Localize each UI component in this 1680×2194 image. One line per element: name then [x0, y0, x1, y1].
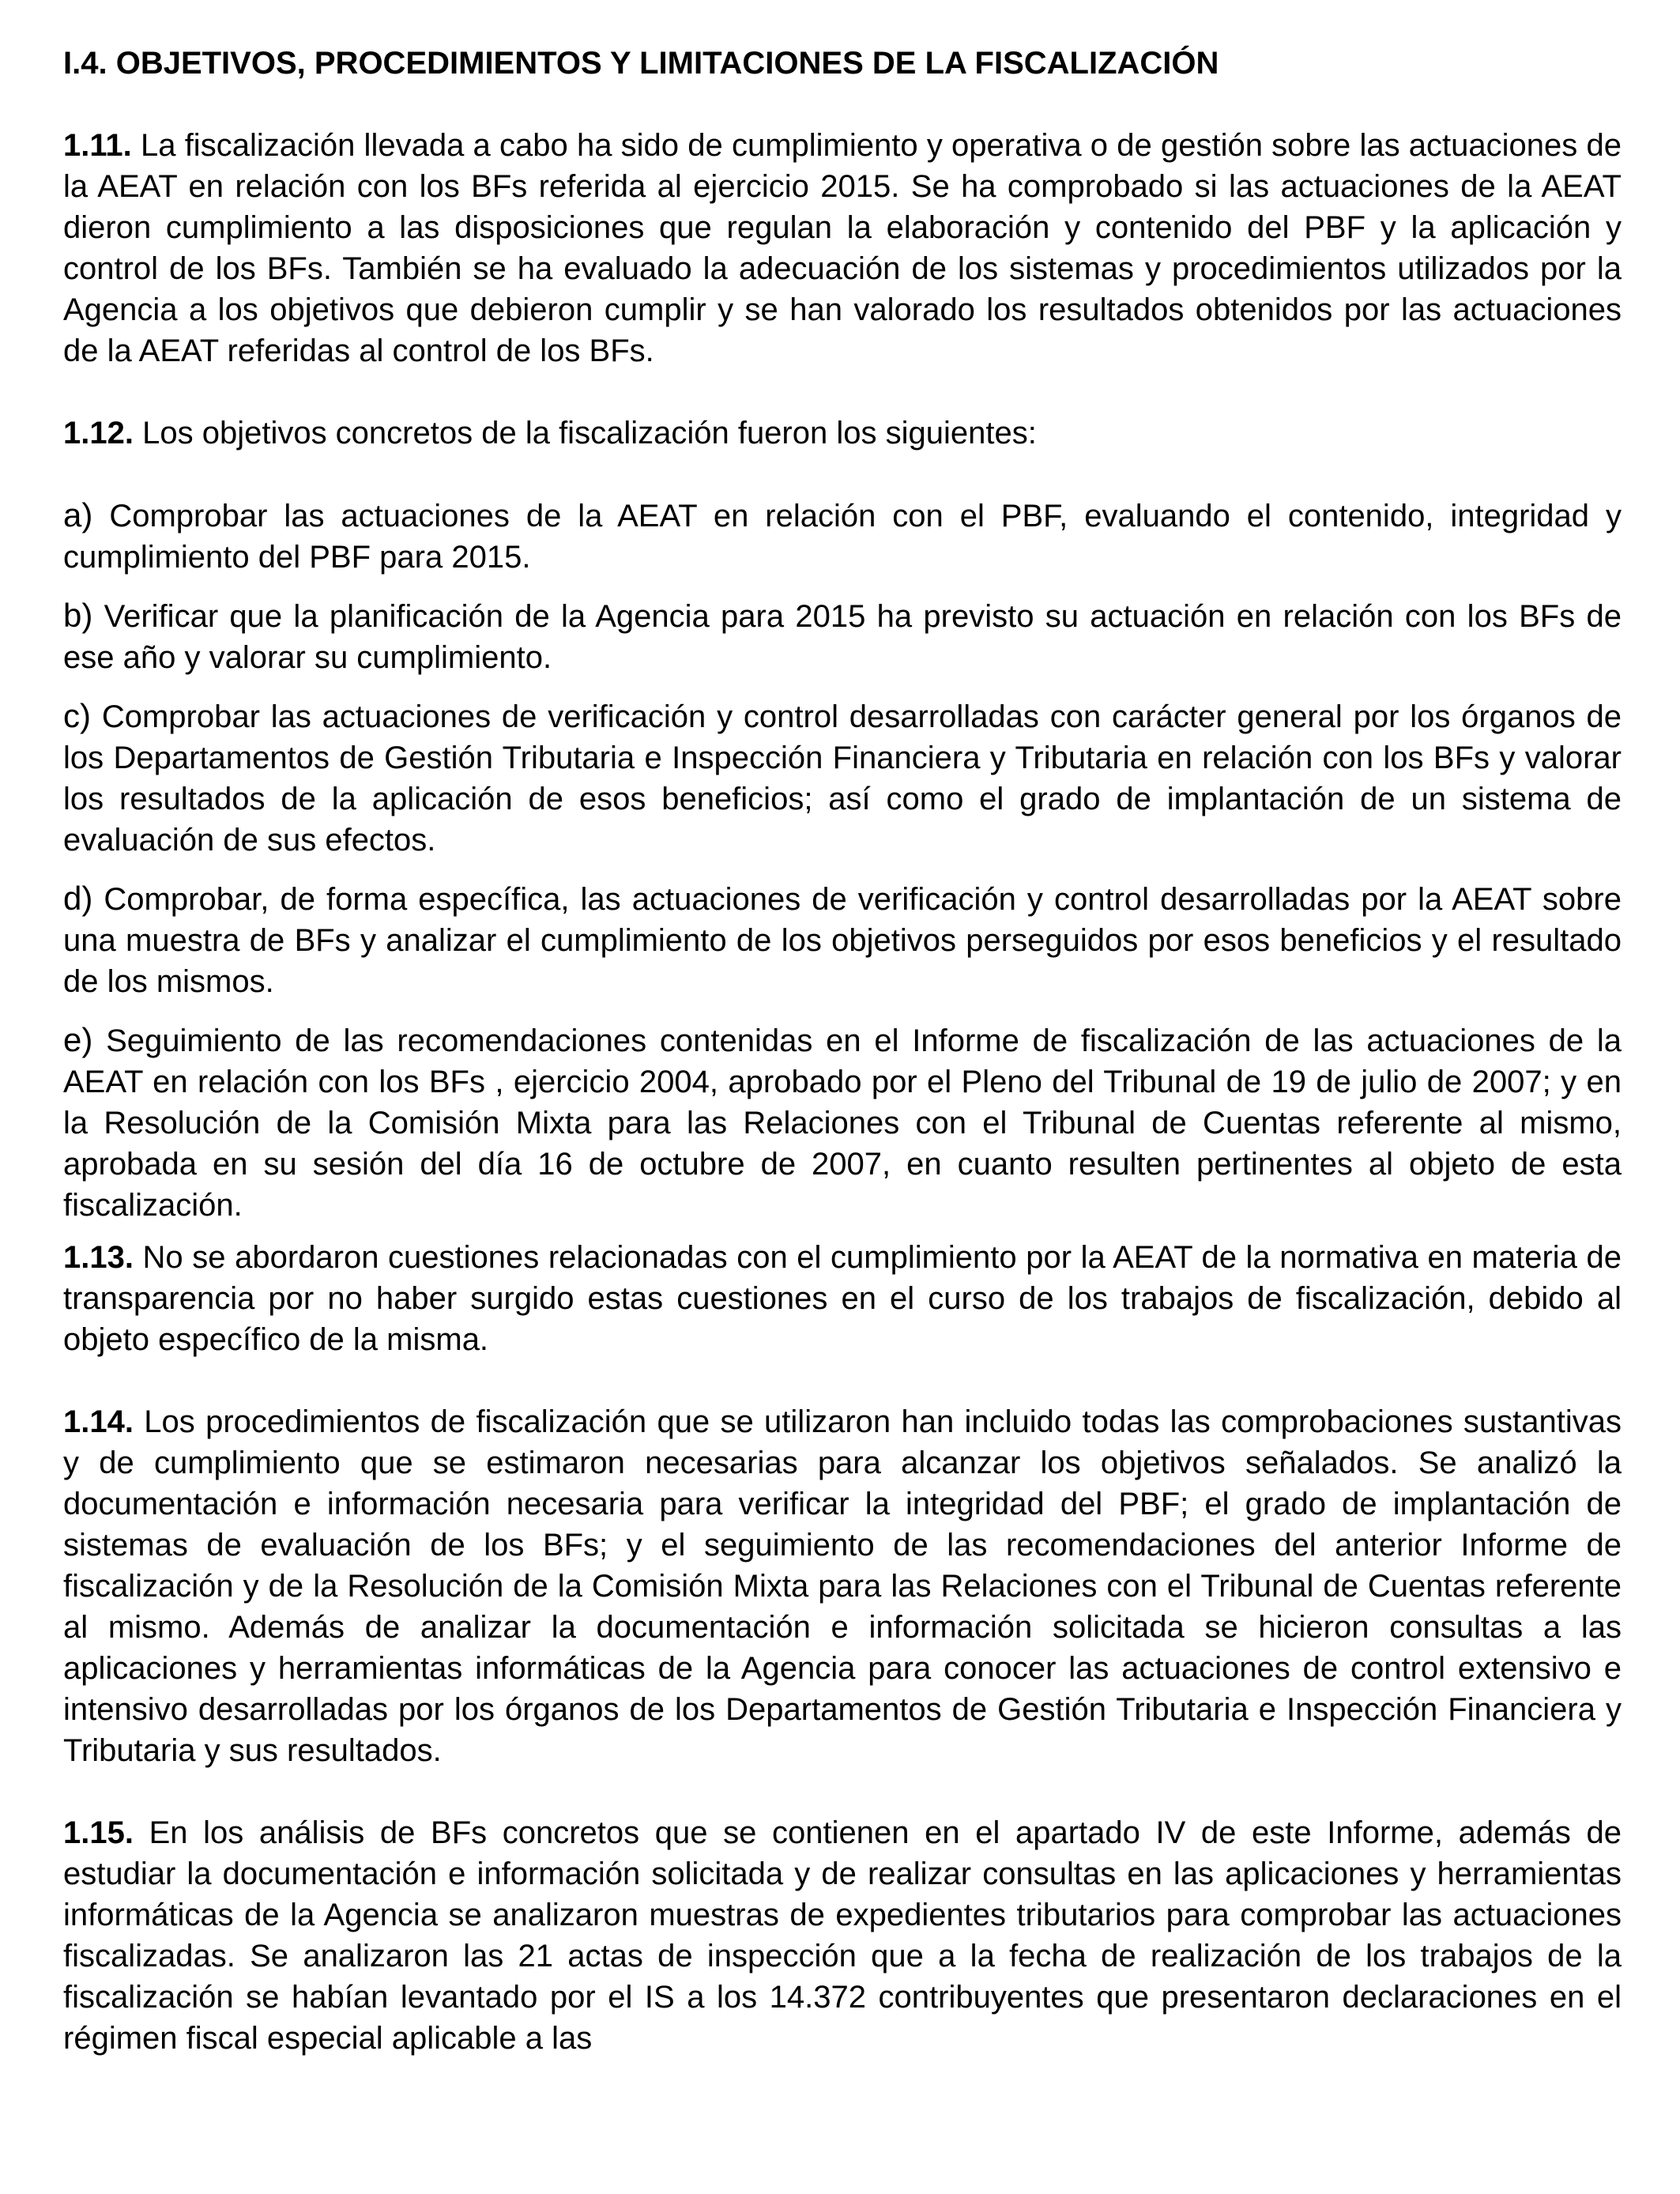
paragraph-text: En los análisis de BFs concretos que se contienen en el apartado IV de este Informe, además de estudiar la documentación e información solicitada y de realizar consultas en las aplicaciones y herramientas informáticas de la Agencia se analizaron muestras de expedientes tributarios para comprobar las actuaciones fiscalizadas. Se analizaron las 21 actas de inspección que a la fecha de realización de los trabajos de la fiscalización se habían levantado por el IS a los 14.372 contribuyentes que presentaron declaraciones en el régimen fiscal especial aplicable a las — [63, 1815, 1622, 2056]
section-heading: I.4. OBJETIVOS, PROCEDIMIENTOS Y LIMITACIONES DE LA FISCALIZACIÓN — [63, 46, 1219, 81]
paragraph-text: Los objetivos concretos de la fiscalización fueron los siguientes: — [142, 416, 1037, 450]
list-item-a — [63, 495, 1622, 578]
paragraph-number: 1.13. — [63, 1240, 134, 1275]
paragraph-text: Los procedimientos de fiscalización que se utilizaron han incluido todas las comprobaciones sustantivas y de cumplimiento que se estimaron necesarias para alcanzar los objetivos señalados. Se analizó la documentación e información necesaria para verificar la integridad del PBF; el grado de implantación de sistemas de evaluación de los BFs; y el seguimiento de las recomendaciones del anterior Informe de fiscalización y de la Resolución de la Comisión Mixta para las Relaciones con el Tribunal de Cuentas referente al mismo. Además de analizar la documentación e información solicitada se hicieron consultas a las aplicaciones y herramientas informáticas de la Agencia para conocer las actuaciones de control extensivo e intensivo desarrolladas por los órganos de los Departamentos de Gestión Tributaria e Inspección Financiera y Tributaria y sus resultados. — [63, 1404, 1622, 1768]
list-item-e — [63, 1020, 1622, 1226]
list-item-text: Comprobar, de forma específica, las actuaciones de verificación y control desarrolladas por la AEAT sobre una muestra de BFs y analizar el cumplimiento de los objetivos perseguidos por esos beneficios y el resultado de los mismos. — [63, 882, 1622, 999]
paragraph-1-12 — [63, 413, 1622, 454]
paragraph-1-11 — [63, 125, 1622, 371]
paragraph-number: 1.11. — [63, 128, 132, 163]
list-item-letter: b) — [63, 597, 93, 634]
document-page — [63, 43, 1622, 2059]
paragraph-text: No se abordaron cuestiones relacionadas con el cumplimiento por la AEAT de la normativa en materia de transparencia por no haber surgido estas cuestiones en el curso de los trabajos de fiscalización, debido al objeto específico de la misma. — [63, 1240, 1622, 1357]
paragraph-number: 1.12. — [63, 416, 134, 450]
list-item-text: Verificar que la planificación de la Agencia para 2015 ha previsto su actuación en relación con los BFs de ese año y valorar su cumplimiento. — [63, 599, 1622, 675]
list-item-letter: a) — [63, 496, 93, 533]
list-item-letter: e) — [63, 1021, 93, 1058]
list-item-b — [63, 595, 1622, 678]
list-item-text: Comprobar las actuaciones de verificación y control desarrolladas con carácter general por los órganos de los Departamentos de Gestión Tributaria e Inspección Financiera y Tributaria en relación con los BFs y valorar los resultados de la aplicación de esos beneficios; así como el grado de implantación de un sistema de evaluación de sus efectos. — [63, 699, 1622, 858]
list-item-letter: d) — [63, 880, 93, 917]
paragraph-1-13 — [63, 1237, 1622, 1360]
paragraph-1-15 — [63, 1812, 1622, 2059]
paragraph-1-14 — [63, 1401, 1622, 1771]
paragraph-number: 1.15. — [63, 1815, 134, 1850]
list-item-text: Comprobar las actuaciones de la AEAT en relación con el PBF, evaluando el contenido, integridad y cumplimiento del PBF para 2015. — [63, 499, 1622, 575]
list-item-c — [63, 696, 1622, 861]
list-item-text: Seguimiento de las recomendaciones contenidas en el Informe de fiscalización de las actuaciones de la AEAT en relación con los BFs , ejercicio 2004, aprobado por el Pleno del Tribunal de 19 de julio de 2007; y en la Resolución de la Comisión Mixta para las Relaciones con el Tribunal de Cuentas referente al mismo, aprobada en su sesión del día 16 de octubre de 2007, en cuanto resulten pertinentes al objeto de esta fiscalización. — [63, 1023, 1622, 1223]
paragraph-number: 1.14. — [63, 1404, 134, 1439]
paragraph-text: La fiscalización llevada a cabo ha sido de cumplimiento y operativa o de gestión sobre las actuaciones de la AEAT en relación con los BFs referida al ejercicio 2015. Se ha comprobado si las actuaciones de la AEAT dieron cumplimiento a las disposiciones que regulan la elaboración y contenido del PBF y la aplicación y control de los BFs. También se ha evaluado la adecuación de los sistemas y procedimientos utilizados por la Agencia a los objetivos que debieron cumplir y se han valorado los resultados obtenidos por las actuaciones de la AEAT referidas al control de los BFs. — [63, 128, 1622, 368]
list-item-letter: c) — [63, 697, 91, 734]
list-item-d — [63, 878, 1622, 1002]
